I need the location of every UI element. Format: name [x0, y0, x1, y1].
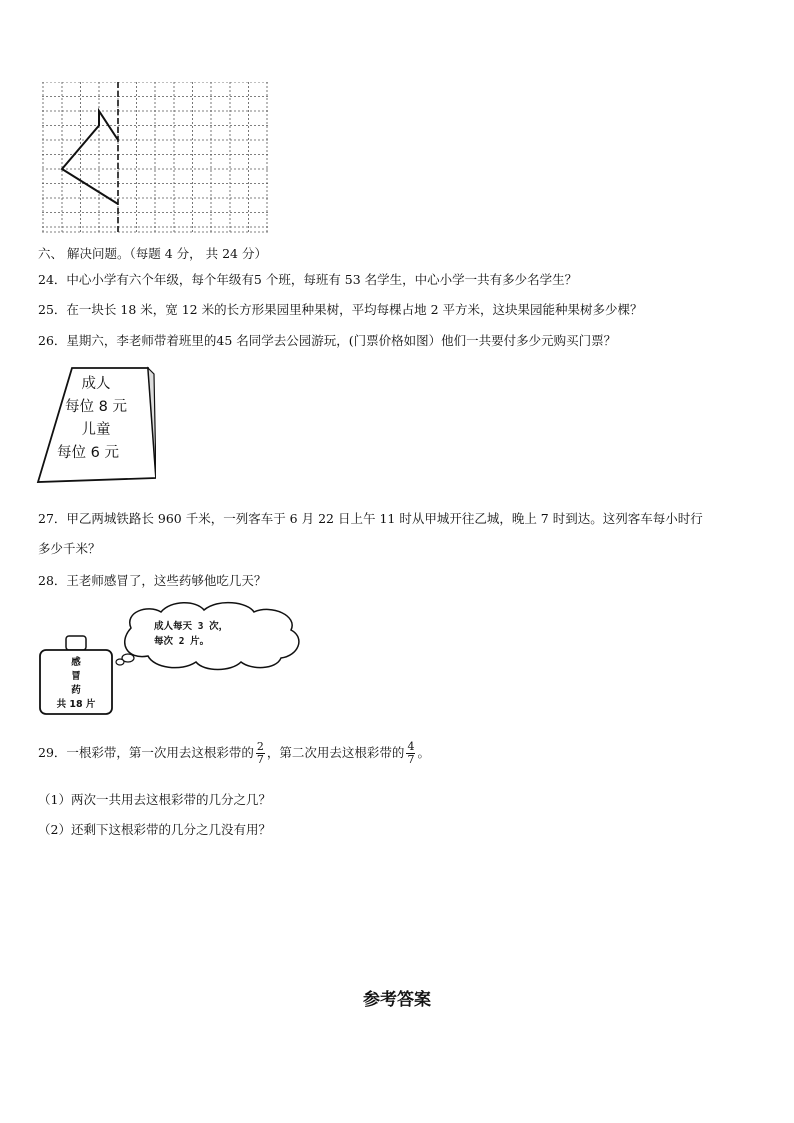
thought-cloud — [125, 603, 299, 670]
fraction-two-sevenths: $\frac{2}{7}$ — [256, 740, 264, 766]
fraction-four-sevenths: $\frac{4}{7}$ — [407, 740, 415, 766]
bottle-label-3: 药 — [71, 685, 81, 696]
ticket-price-sign — [36, 364, 156, 494]
ticket-adult-price: 每位 8 元 — [65, 399, 127, 415]
question-27-line2: 多少千米？ — [38, 541, 101, 556]
question-29-sub-1: （1）两次一共用去这根彩带的几分之几？ — [38, 792, 271, 807]
question-29-sub-2: （2）还剩下这根彩带的几分之几没有用？ — [38, 822, 271, 837]
bottle-label-1: 感 — [71, 657, 81, 668]
question-24: 24．中心小学有六个年级，每个年级有5 个班，每班有 53 名学生，中心小学一共有多少名学生？ — [38, 272, 578, 287]
half-shape — [62, 111, 118, 204]
ticket-child-label: 儿童 — [81, 422, 111, 438]
bottle-label-2: 冒 — [71, 671, 81, 682]
question-29-text-2: ，第二次用去这根彩带的 — [266, 745, 405, 760]
section-six-title: 六、 解决问题。（每题 4 分， 共 24 分） — [38, 246, 267, 261]
question-28: 28．王老师感冒了，这些药够他吃几天？ — [38, 573, 267, 588]
ticket-child-price: 每位 6 元 — [57, 445, 119, 461]
question-29 — [38, 737, 430, 769]
question-25: 25．在一块长 18 米，宽 12 米的长方形果园里种果树，平均每棵占地 2 平方米，这块果园能种果树多少棵？ — [38, 302, 643, 317]
question-29-text-1: 29．一根彩带，第一次用去这根彩带的 — [38, 745, 254, 760]
medicine-illustration — [36, 598, 306, 718]
ticket-adult-label: 成人 — [81, 376, 111, 392]
bottle-label-4: 共 18 片 — [56, 699, 96, 710]
dosage-line-2: 每次 2 片。 — [154, 636, 210, 647]
symmetry-grid-figure — [42, 82, 272, 234]
question-27-line1: 27．甲乙两城铁路长 960 千米，一列客车于 6 月 22 日上午 11 时从甲城开往乙城，晚上 7 时到达。这列客车每小时行 — [38, 511, 703, 526]
answer-key-heading: 参考答案 — [363, 990, 431, 1010]
question-26: 26．星期六，李老师带着班里的45 名同学去公园游玩，(门票价格如图）他们一共要付多少元购买门票？ — [38, 333, 617, 348]
bottle-cap — [66, 636, 86, 650]
question-29-text-3: 。 — [417, 745, 430, 760]
dosage-line-1: 成人每天 3 次， — [154, 621, 229, 632]
